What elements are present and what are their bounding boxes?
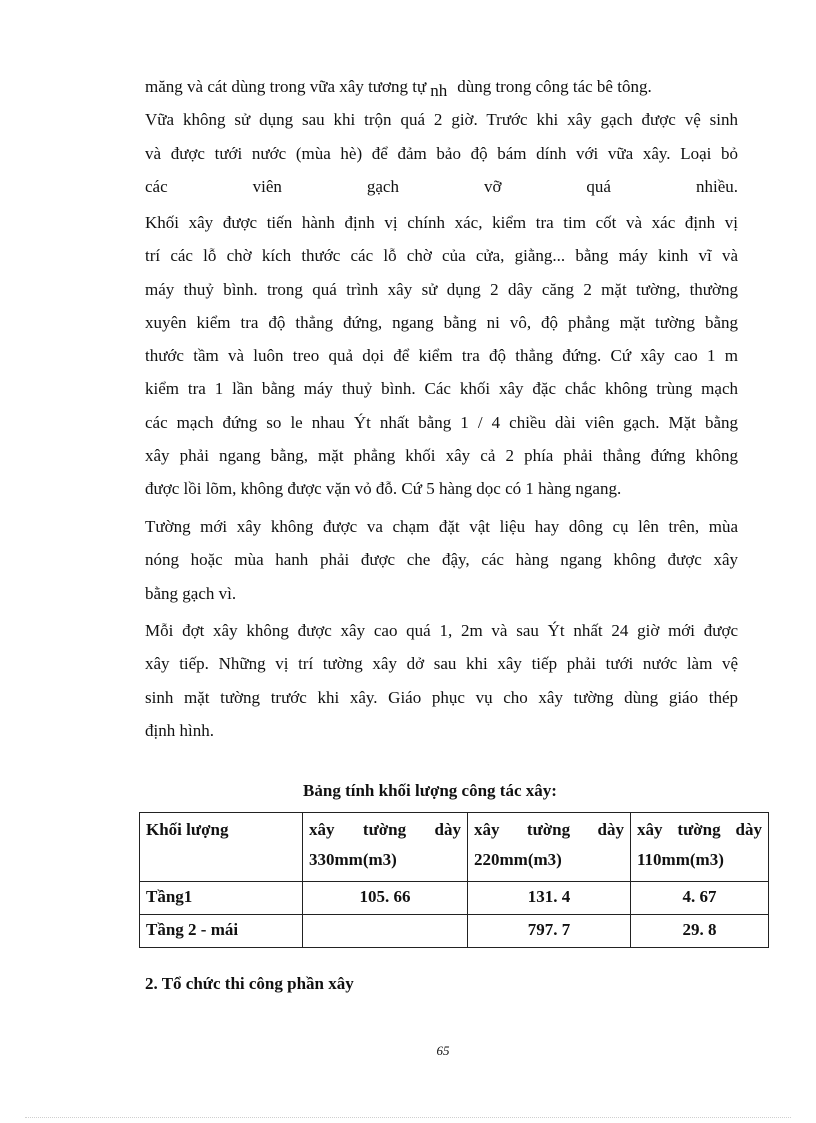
text-line: xây phải ngang bằng, mặt phẳng khối xây cả 2 phía phải thẳng đứng không [145, 446, 738, 466]
value-110mm: 4. 67 [631, 882, 769, 915]
table-caption: Bảng tính khối lượng công tác xây: [303, 781, 557, 800]
text-line: các viên gạch vỡ quá nhiều. [145, 176, 738, 196]
text-line: xuyên kiểm tra độ thẳng đứng, ngang bằng ni vô, độ phẳng mặt tường bằng [145, 312, 738, 332]
paragraph-new-walls [145, 510, 738, 610]
header-cell-330mm: xây tường dày 330mm(m3) [303, 813, 468, 882]
text-line: sinh mặt tường trước khi xây. Giáo phục vụ cho xây tường dùng giáo thép [145, 687, 738, 707]
text-line: Khối xây được tiến hành định vị chính xác, kiểm tra tim cốt và xác định vị [145, 213, 738, 232]
table-row [140, 915, 769, 948]
text-line: trí các lỗ chờ kích thước các lỗ chờ của cửa, giằng... bằng máy kinh vĩ và [145, 246, 738, 266]
paragraph-positioning [145, 206, 738, 506]
table-row [140, 882, 769, 915]
text-line: nóng hoặc mùa hanh phải được che đậy, các hàng ngang không được xây [145, 550, 738, 570]
row-label: Tầng1 [140, 882, 303, 915]
text-line: kiểm tra 1 lần bằng máy thuỷ bình. Các khối xây đặc chắc không trùng mạch [145, 379, 738, 399]
section-heading: 2. Tổ chức thi công phần xây [145, 974, 354, 993]
value-220mm: 797. 7 [468, 915, 631, 948]
row-label: Tầng 2 - mái [140, 915, 303, 948]
text-line: máy thuỷ bình. trong quá trình xây sử dụng 2 dây căng 2 mặt tường, thường [145, 279, 738, 299]
value-330mm: 105. 66 [303, 882, 468, 915]
masonry-volume-table [139, 812, 769, 948]
paragraph-mortar [145, 70, 738, 203]
value-220mm: 131. 4 [468, 882, 631, 915]
value-110mm: 29. 8 [631, 915, 769, 948]
text-line: bằng gạch vì. [145, 583, 237, 603]
text-line: xây tiếp. Những vị trí tường xây dở sau khi xây tiếp phải tưới nước làm vệ [145, 654, 738, 674]
value-330mm [303, 915, 468, 948]
header-cell-220mm: xây tường dày 220mm(m3) [468, 813, 631, 882]
text-line: Tường mới xây không được va chạm đặt vật liệu hay dông cụ lên trên, mùa [145, 517, 738, 536]
text-line: và được tưới nước (mùa hè) để đảm bảo độ bám dính với vữa xây. Loại bỏ [145, 143, 738, 163]
page-bottom-divider [25, 1117, 791, 1118]
table-header-row [140, 813, 769, 882]
header-cell-volume: Khối lượng [140, 813, 303, 882]
header-cell-110mm: xây tường dày 110mm(m3) [631, 813, 769, 882]
text-line: măng và cát dùng trong vữa xây tương tự nh dùng trong công tác bê tông. [145, 77, 652, 100]
text-line: được lồi lõm, không được vặn vỏ đỗ. Cứ 5 hàng dọc có 1 hàng ngang. [145, 479, 622, 499]
text-line: Mỗi đợt xây không được xây cao quá 1, 2m và sau Ýt nhất 24 giờ mới được [145, 621, 738, 640]
text-line: Vữa không sử dụng sau khi trộn quá 2 giờ. Trước khi xây gạch được vệ sinh [145, 110, 738, 130]
subscript-text: nh [430, 81, 448, 100]
text-line: định hình. [145, 720, 214, 740]
page-number: 65 [436, 1043, 450, 1058]
text-line: thước tầm và luôn treo quả dọi để kiểm tra độ thẳng đứng. Cứ xây cao 1 m [145, 346, 738, 366]
text-line: các mạch đứng so le nhau Ýt nhất bằng 1 / 4 chiều dài viên gạch. Mặt bằng [145, 412, 738, 432]
paragraph-height-limit [145, 614, 738, 747]
